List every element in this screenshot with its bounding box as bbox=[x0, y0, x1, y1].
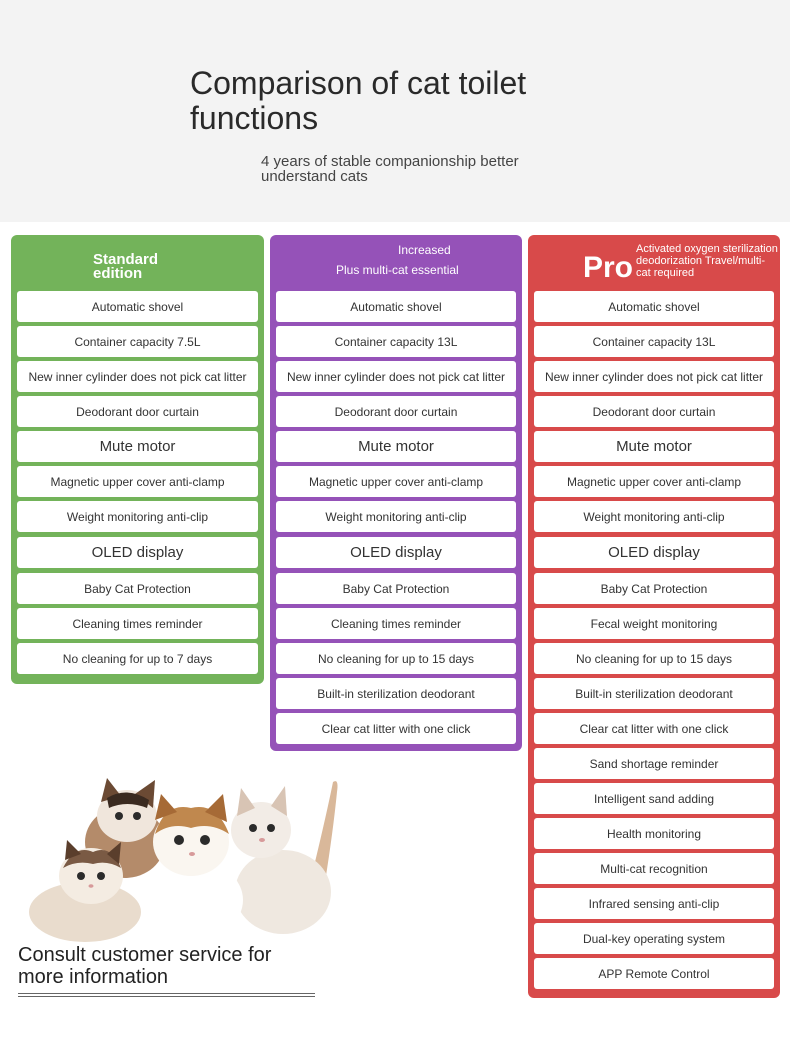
feature-row: Dual-key operating system bbox=[534, 923, 774, 954]
consult-message: Consult customer service for more information bbox=[18, 944, 272, 988]
feature-row: Baby Cat Protection bbox=[17, 573, 258, 604]
pro-edition-column bbox=[528, 235, 780, 998]
feature-row: Cleaning times reminder bbox=[276, 608, 516, 639]
feature-row: Sand shortage reminder bbox=[534, 748, 774, 779]
feature-row: Intelligent sand adding bbox=[534, 783, 774, 814]
feature-row: Clear cat litter with one click bbox=[276, 713, 516, 744]
feature-row: Baby Cat Protection bbox=[534, 573, 774, 604]
feature-row: Health monitoring bbox=[534, 818, 774, 849]
feature-row: New inner cylinder does not pick cat litter bbox=[534, 361, 774, 392]
feature-row: Built-in sterilization deodorant bbox=[276, 678, 516, 709]
feature-row: Magnetic upper cover anti-clamp bbox=[534, 466, 774, 497]
feature-row: Clear cat litter with one click bbox=[534, 713, 774, 744]
plus-edition-column bbox=[270, 235, 522, 751]
feature-row: Container capacity 13L bbox=[534, 326, 774, 357]
page-title: Comparison of cat toilet functions bbox=[190, 65, 527, 136]
divider bbox=[18, 993, 315, 997]
feature-row: Automatic shovel bbox=[534, 291, 774, 322]
standard-heading: Standard edition bbox=[93, 251, 159, 282]
pro-heading-note: Activated oxygen sterilization deodorization Travel/multi-cat required bbox=[636, 243, 778, 279]
feature-row: Deodorant door curtain bbox=[17, 396, 258, 427]
feature-row: Magnetic upper cover anti-clamp bbox=[276, 466, 516, 497]
feature-row: Multi-cat recognition bbox=[534, 853, 774, 884]
feature-row: Container capacity 13L bbox=[276, 326, 516, 357]
feature-row: Built-in sterilization deodorant bbox=[534, 678, 774, 709]
feature-row: Deodorant door curtain bbox=[534, 396, 774, 427]
pro-heading-title: Pro bbox=[583, 251, 634, 284]
feature-row: New inner cylinder does not pick cat litter bbox=[17, 361, 258, 392]
feature-row: Weight monitoring anti-clip bbox=[17, 501, 258, 532]
feature-row: Magnetic upper cover anti-clamp bbox=[17, 466, 258, 497]
feature-row: Weight monitoring anti-clip bbox=[534, 501, 774, 532]
feature-row: OLED display bbox=[17, 537, 258, 568]
page-subtitle: 4 years of stable companionship better understand cats bbox=[261, 153, 519, 185]
feature-row: Baby Cat Protection bbox=[276, 573, 516, 604]
feature-row: APP Remote Control bbox=[534, 958, 774, 989]
feature-row: Automatic shovel bbox=[276, 291, 516, 322]
feature-row: No cleaning for up to 7 days bbox=[17, 643, 258, 674]
feature-row: Weight monitoring anti-clip bbox=[276, 501, 516, 532]
kitten-center-icon bbox=[143, 794, 243, 940]
kitten-gray-icon bbox=[231, 781, 338, 934]
header-banner bbox=[0, 0, 790, 222]
feature-row: No cleaning for up to 15 days bbox=[276, 643, 516, 674]
feature-row: Automatic shovel bbox=[17, 291, 258, 322]
feature-row: Fecal weight monitoring bbox=[534, 608, 774, 639]
feature-row: Cleaning times reminder bbox=[17, 608, 258, 639]
standard-edition-column bbox=[11, 235, 264, 684]
feature-row: OLED display bbox=[534, 537, 774, 568]
feature-row: Mute motor bbox=[276, 431, 516, 462]
feature-row: Deodorant door curtain bbox=[276, 396, 516, 427]
feature-row: New inner cylinder does not pick cat litter bbox=[276, 361, 516, 392]
feature-row: Infrared sensing anti-clip bbox=[534, 888, 774, 919]
plus-heading-line2: Plus multi-cat essential bbox=[336, 263, 459, 277]
feature-row: Container capacity 7.5L bbox=[17, 326, 258, 357]
feature-row: Mute motor bbox=[17, 431, 258, 462]
feature-row: No cleaning for up to 15 days bbox=[534, 643, 774, 674]
kittens-photo bbox=[15, 772, 345, 942]
feature-row: OLED display bbox=[276, 537, 516, 568]
plus-heading-line1: Increased bbox=[398, 243, 451, 257]
feature-row: Mute motor bbox=[534, 431, 774, 462]
